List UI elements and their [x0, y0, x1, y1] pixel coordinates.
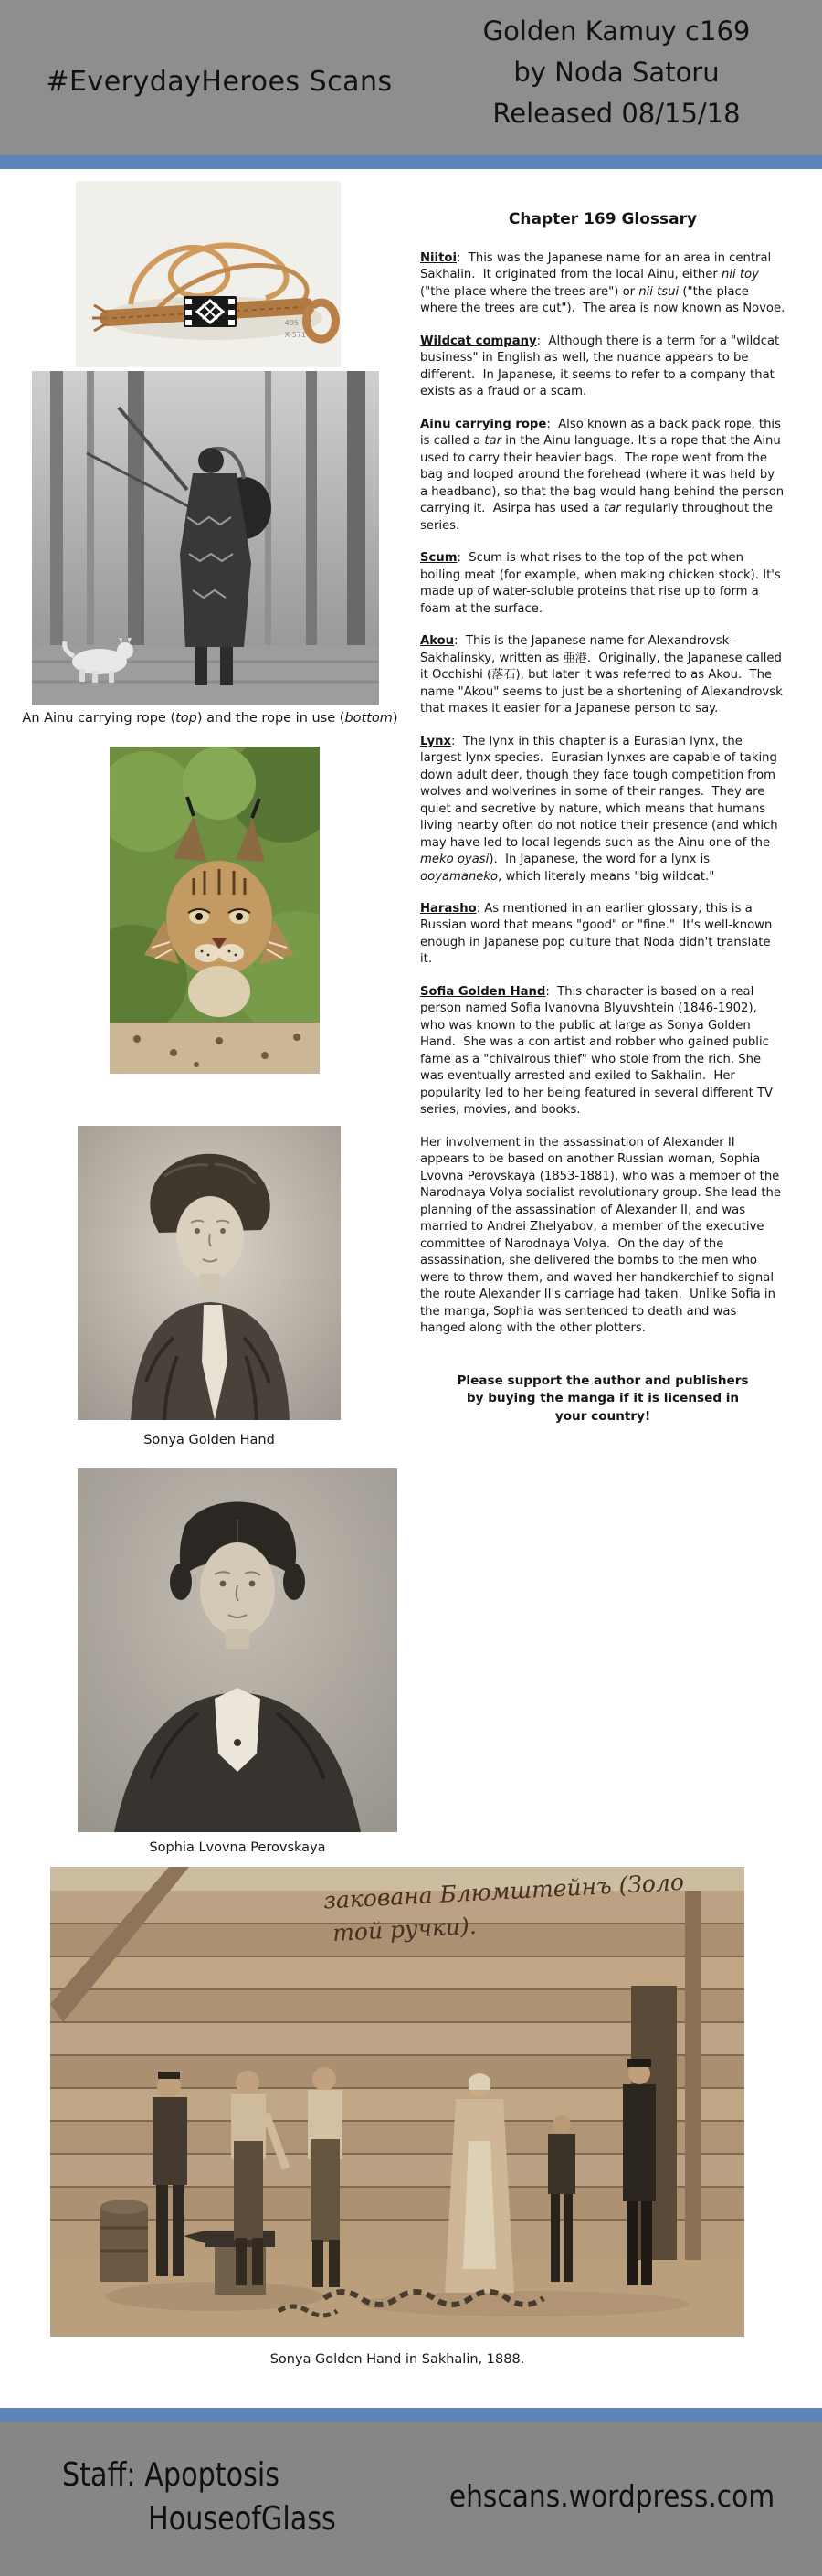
bottom-divider-bar: [0, 2408, 822, 2422]
handwriting-line-1: закована Блюмштейнъ (Золо: [322, 1868, 685, 1914]
museum-label-number: 495: [284, 319, 300, 328]
caption-sonya: Sonya Golden Hand: [143, 1433, 275, 1447]
glossary-term: Harasho: [420, 901, 477, 916]
forest-scene-illustration: [32, 371, 379, 705]
glossary-entry: Niitoi: This was the Japanese name for an area in central Sakhalin. It originated from the local Ainu, either nii toy ("the place where the trees are") or nii tsui ("the place where the trees are cut"). The area is now known as Novoe.: [420, 251, 785, 316]
glossary-entry: Akou: This is the Japanese name for Alexandrovsk-Sakhalinsky, written as 亜港. Originally, the Japanese called it Occhishi (落石), but later it was referred to as Akou. The name "Akou" seems to just be a shortening of Alexandrovsk that makes it easier for a Japanese person to say.: [420, 634, 786, 716]
glossary-term: Akou: [420, 634, 455, 649]
sakhalin-group-photo: [50, 1867, 744, 2337]
top-divider-bar: [0, 155, 822, 169]
handwriting-line-2: той ручки).: [332, 1913, 478, 1947]
perovskaya-portrait-illustration: [78, 1468, 397, 1832]
sonya-golden-hand-portrait: [78, 1126, 341, 1420]
museum-label-code: X-571: [284, 331, 306, 340]
sophia-perovskaya-portrait: [78, 1468, 397, 1832]
glossary-term: Sofia Golden Hand: [420, 984, 546, 999]
glossary-term: Wildcat company: [420, 334, 537, 348]
glossary-entry: Sofia Golden Hand: This character is based on a real person named Sofia Ivanovna Blyuvshtein (1846-1902), who was known to the public at large as Sonya Golden Hand. She was a con artist and robber who gained public fame as a "chivalrous thief" who stole from the rich. She was eventually arrested and exiled to Sakhalin. Her popularity led to her being featured in several different TV series, movies, and books.: [420, 984, 777, 1118]
caption-perovskaya: Sophia Lvovna Perovskaya: [149, 1840, 326, 1855]
caption-rope-pair: An Ainu carrying rope (top) and the rope in use (bottom): [22, 711, 398, 726]
museum-label: [285, 318, 306, 342]
release-line-date: Released 08/15/18: [492, 97, 741, 129]
glossary-entry: Wildcat company: Although there is a term for a "wildcat business" in English as well, the nuance appears to be different. In Japanese, it seems to refer to a company that exists as a fraud or a scam.: [420, 334, 784, 399]
eurasian-lynx-photo: [110, 747, 320, 1074]
footer-staff-line2: HouseofGlass: [148, 2500, 336, 2538]
glossary-entry: Her involvement in the assassination of Alexander II appears to be based on another Russian woman, Sophia Lvovna Perovskaya (1853-1881), who was a member of the Narodnaya Volya socialist revolutionary group. She lead the planning of the assassination of Alexander II, and was married to Andrei Zhelyabov, a member of the executive committee of Narodnaya Volya. On the day of the assassination, she delivered the bombs to the men who were to throw them, and waved her handkerchief to signal the route Alexander II's carriage had taken. Unlike Sofia in the manga, Sophia was sentenced to death and was hanged along with the other plotters.: [420, 1135, 785, 1336]
glossary-term: Niitoi: [420, 251, 457, 265]
glossary-title: Chapter 169 Glossary: [508, 210, 698, 228]
glossary-entry: Ainu carrying rope: Also known as a back pack rope, this is called a tar in the Ainu language. It's a rope that the Ainu used to carry their heavier bags. The rope went from the bag and looped around the forehead (where it was held by a headband), so that the bag would hang behind the person carrying it. Asirpa has used a tar regularly throughout the series.: [420, 417, 788, 533]
glossary-entry: Harasho: As mentioned in an earlier glossary, this is a Russian word that means "good" or "fine." It's well-known enough in Japanese pop culture that Noda didn't translate it.: [420, 901, 776, 967]
footer-staff-line1: Staff: Apoptosis: [62, 2456, 280, 2494]
glossary-entry: Scum: Scum is what rises to the top of the pot when boiling meat (for example, when making chicken stock). It's made up of water-soluble proteins that rise up to form a foam at the surface.: [420, 551, 785, 616]
glossary-entries: [420, 250, 788, 1338]
release-info: [434, 11, 799, 134]
release-line-title: Golden Kamuy c169: [482, 16, 751, 47]
glossary-term: Lynx: [420, 734, 451, 748]
ainu-rope-in-use-photo: [32, 371, 379, 705]
sonya-portrait-illustration: [78, 1126, 341, 1420]
glossary-term: Scum: [420, 551, 458, 566]
scan-group-name: #EverydayHeroes Scans: [46, 66, 393, 98]
footer-website-url: ehscans.wordpress.com: [448, 2478, 775, 2514]
glossary-entry: Lynx: The lynx in this chapter is a Eurasian lynx, the largest lynx species. Eurasian lynxes are capable of taking down adult deer, though they face tough competition from wolves and wolverines in some of their ranges. They are quiet and secretive by nature, which means that humans living nearby often do not notice their presence (and which may have led to local legends such as the Ainu one of the meko oyasi). In Japanese, the word for a lynx is ooyamaneko, which literaly means "big wildcat.": [420, 734, 782, 884]
release-line-author: by Noda Satoru: [513, 56, 720, 88]
header-band: [0, 0, 822, 155]
caption-sakhalin: Sonya Golden Hand in Sakhalin, 1888.: [269, 2352, 525, 2367]
glossary-term: Ainu carrying rope: [420, 417, 547, 431]
ainu-carrying-rope-photo: [76, 181, 341, 367]
glossary-column: [420, 210, 788, 1426]
support-note: Please support the author and publishers by buying the manga if it is licensed in your country!: [457, 1373, 749, 1425]
lynx-illustration: [110, 747, 320, 1074]
